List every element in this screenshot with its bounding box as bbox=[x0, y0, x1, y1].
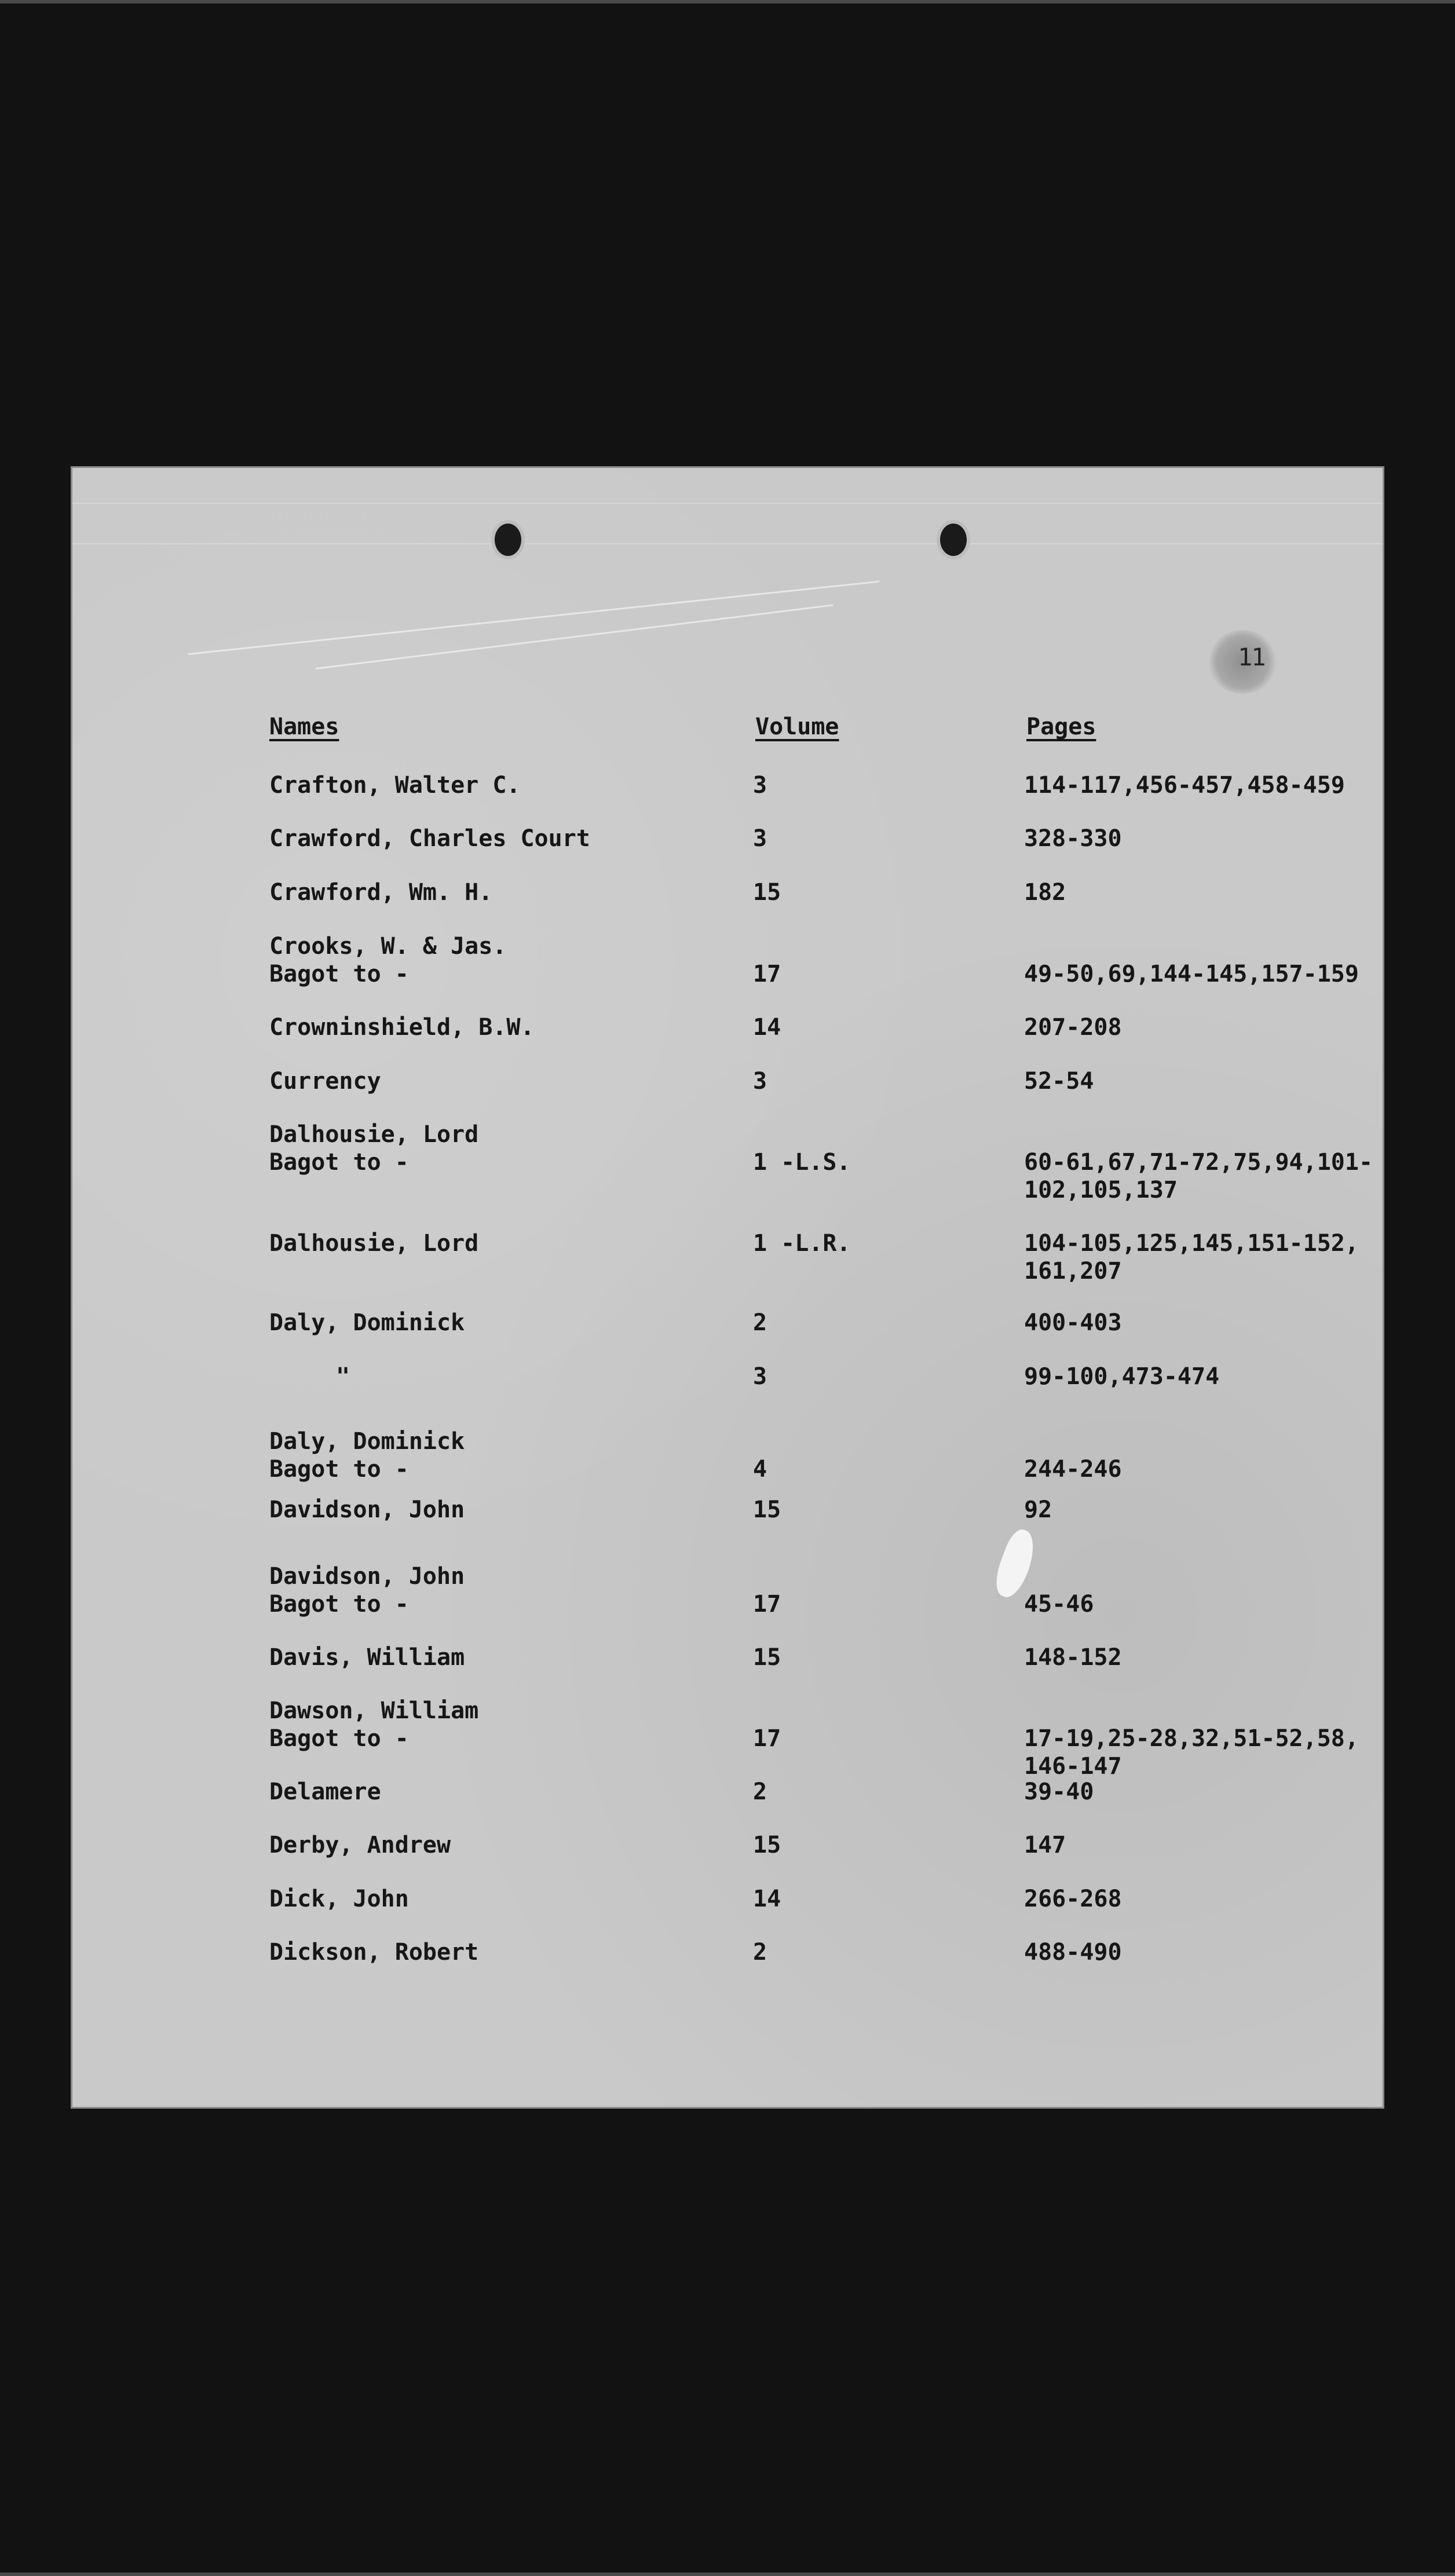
entry-name-line: Crawford, Charles Court bbox=[269, 825, 590, 852]
entry-name bbox=[269, 1309, 465, 1337]
entry-pages-line: 92 bbox=[1024, 1496, 1052, 1523]
entry-pages-line: 114-117,456-457,458-459 bbox=[1024, 772, 1345, 799]
entry-volume: 14 bbox=[753, 1886, 781, 1912]
entry-volume: 1 -L.S. bbox=[753, 1149, 851, 1176]
entry-name-line: Daly, Dominick bbox=[269, 1309, 465, 1336]
entry-pages bbox=[1024, 825, 1122, 852]
entry-volume: 15 bbox=[753, 879, 781, 906]
entry-pages bbox=[1024, 771, 1345, 799]
entry-name bbox=[269, 879, 492, 906]
entry-pages-line: 148-152 bbox=[1024, 1644, 1122, 1671]
entry-pages bbox=[1024, 1778, 1094, 1806]
index-entry bbox=[0, 1496, 1310, 1560]
entry-name-line: Crawford, Wm. H. bbox=[269, 879, 493, 906]
index-entry bbox=[0, 1697, 1359, 1780]
entry-pages-line: 400-403 bbox=[1024, 1309, 1122, 1336]
entry-name-line: Daly, Dominick bbox=[269, 1428, 465, 1455]
entry-name-line: Dick, John bbox=[269, 1886, 409, 1912]
entry-volume: 4 bbox=[753, 1456, 767, 1483]
entry-name bbox=[269, 1563, 465, 1618]
entry-pages bbox=[1024, 1363, 1219, 1391]
entry-name bbox=[269, 1778, 381, 1806]
entry-name bbox=[269, 932, 506, 988]
entry-pages-line2: 146-147 bbox=[1024, 1753, 1122, 1780]
entry-pages bbox=[1024, 1885, 1122, 1913]
entry-name-line2: Bagot to - bbox=[269, 1149, 409, 1176]
entry-name bbox=[269, 1067, 381, 1095]
entry-pages bbox=[1024, 1067, 1094, 1095]
entry-pages-line: 328-330 bbox=[1024, 825, 1122, 852]
index-entry bbox=[0, 1363, 1310, 1426]
entry-volume: 2 bbox=[753, 1309, 767, 1336]
entry-name-line: Delamere bbox=[269, 1779, 381, 1805]
entry-pages-line: 99-100,473-474 bbox=[1024, 1363, 1220, 1390]
entry-pages bbox=[1024, 1644, 1122, 1671]
entry-name-line: " bbox=[336, 1363, 350, 1390]
entry-pages bbox=[1024, 1455, 1122, 1483]
entry-pages-line: 49-50,69,144-145,157-159 bbox=[1024, 961, 1359, 987]
entry-name bbox=[269, 1230, 478, 1257]
entry-name bbox=[269, 1428, 465, 1483]
entry-pages bbox=[1024, 1590, 1094, 1618]
entry-volume: 3 bbox=[753, 825, 767, 852]
entry-name-line: Davidson, John bbox=[269, 1563, 465, 1590]
scratch-mark bbox=[188, 581, 880, 655]
entry-name bbox=[269, 1121, 478, 1176]
entry-name-line: Dawson, William bbox=[269, 1697, 479, 1724]
fold-line bbox=[72, 503, 1383, 504]
entry-pages-line: 147 bbox=[1024, 1832, 1066, 1858]
entry-volume: 17 bbox=[753, 1591, 781, 1618]
punch-hole-right bbox=[937, 520, 970, 559]
entry-volume: 15 bbox=[753, 1496, 781, 1523]
entry-pages-line2: 102,105,137 bbox=[1024, 1177, 1178, 1203]
entry-pages bbox=[1024, 1938, 1122, 1966]
entry-name-line: Dalhousie, Lord bbox=[269, 1230, 479, 1257]
entry-pages bbox=[1024, 1309, 1122, 1337]
entry-volume: 3 bbox=[753, 772, 767, 799]
entry-pages-line: 17-19,25-28,32,51-52,58, bbox=[1024, 1725, 1359, 1752]
index-entry bbox=[0, 932, 1359, 996]
entry-pages-line: 266-268 bbox=[1024, 1886, 1122, 1912]
entry-name-line2: Bagot to - bbox=[269, 1591, 409, 1618]
entry-pages-line: 45-46 bbox=[1024, 1591, 1094, 1618]
entry-pages bbox=[1024, 1831, 1066, 1859]
entry-name-line: Davis, William bbox=[269, 1644, 465, 1671]
entry-name-line: Davidson, John bbox=[269, 1496, 465, 1523]
entry-name bbox=[269, 771, 520, 799]
index-entry bbox=[0, 1230, 1359, 1293]
entry-name bbox=[336, 1363, 350, 1391]
entry-pages-line: 488-490 bbox=[1024, 1939, 1122, 1966]
entry-volume: 14 bbox=[753, 1014, 781, 1041]
page-number: 11 bbox=[1238, 643, 1265, 671]
entry-name bbox=[269, 1496, 465, 1524]
entry-volume: 17 bbox=[753, 961, 781, 987]
entry-name bbox=[269, 1697, 478, 1752]
entry-name-line: Dickson, Robert bbox=[269, 1939, 479, 1966]
entry-name-line2: Bagot to - bbox=[269, 1725, 409, 1752]
entry-pages bbox=[1024, 1148, 1373, 1204]
entry-pages-line2: 161,207 bbox=[1024, 1258, 1122, 1285]
entry-volume: 2 bbox=[753, 1939, 767, 1966]
entry-volume: 15 bbox=[753, 1644, 781, 1671]
header-pages: Pages bbox=[1026, 713, 1096, 740]
entry-volume: 3 bbox=[753, 1068, 767, 1095]
entry-name-line: Currency bbox=[269, 1068, 381, 1095]
entry-name bbox=[269, 1885, 409, 1913]
entry-name-line: Dalhousie, Lord bbox=[269, 1121, 479, 1148]
entry-pages-line: 39-40 bbox=[1024, 1779, 1094, 1805]
entry-volume: 2 bbox=[753, 1779, 767, 1805]
entry-name-line2: Bagot to - bbox=[269, 961, 409, 987]
entry-pages bbox=[1024, 960, 1359, 988]
entry-name-line2: Bagot to - bbox=[269, 1456, 409, 1483]
entry-pages-line: 207-208 bbox=[1024, 1014, 1122, 1041]
entry-pages-line: 182 bbox=[1024, 879, 1066, 906]
entry-pages-line: 60-61,67,71-72,75,94,101- bbox=[1024, 1149, 1373, 1176]
entry-volume: 3 bbox=[753, 1363, 767, 1390]
entry-pages bbox=[1024, 879, 1066, 906]
entry-name bbox=[269, 1831, 451, 1859]
entry-volume: 1 -L.R. bbox=[753, 1230, 851, 1257]
entry-pages bbox=[1024, 1013, 1122, 1041]
entry-name bbox=[269, 1644, 465, 1671]
index-entry bbox=[0, 1938, 1310, 2002]
entry-name bbox=[269, 825, 590, 852]
entry-pages-line: 104-105,125,145,151-152, bbox=[1024, 1230, 1359, 1257]
index-entry bbox=[0, 1121, 1373, 1203]
entry-name bbox=[269, 1013, 535, 1041]
page-number-stamp bbox=[1208, 630, 1277, 694]
film-bottom-edge bbox=[0, 2573, 1455, 2576]
index-entry bbox=[0, 1428, 1310, 1491]
entry-volume: 15 bbox=[753, 1832, 781, 1858]
entry-name-line: Crooks, W. & Jas. bbox=[269, 933, 507, 960]
fold-line bbox=[72, 543, 1383, 544]
entry-volume: 17 bbox=[753, 1725, 781, 1752]
entry-pages bbox=[1024, 1725, 1359, 1780]
entry-pages bbox=[1024, 1230, 1359, 1285]
entry-name bbox=[269, 1938, 478, 1966]
entry-name-line: Derby, Andrew bbox=[269, 1832, 451, 1858]
film-top-edge bbox=[0, 0, 1455, 3]
index-entry bbox=[0, 1563, 1310, 1626]
header-names: Names bbox=[269, 713, 339, 740]
header-volume: Volume bbox=[755, 713, 839, 740]
entry-name-line: Crafton, Walter C. bbox=[269, 772, 521, 799]
entry-pages bbox=[1024, 1496, 1052, 1524]
entry-pages-line: 52-54 bbox=[1024, 1068, 1094, 1095]
entry-name-line: Crowninshield, B.W. bbox=[269, 1014, 535, 1041]
entry-pages-line: 244-246 bbox=[1024, 1456, 1122, 1483]
punch-hole-left bbox=[491, 520, 525, 559]
